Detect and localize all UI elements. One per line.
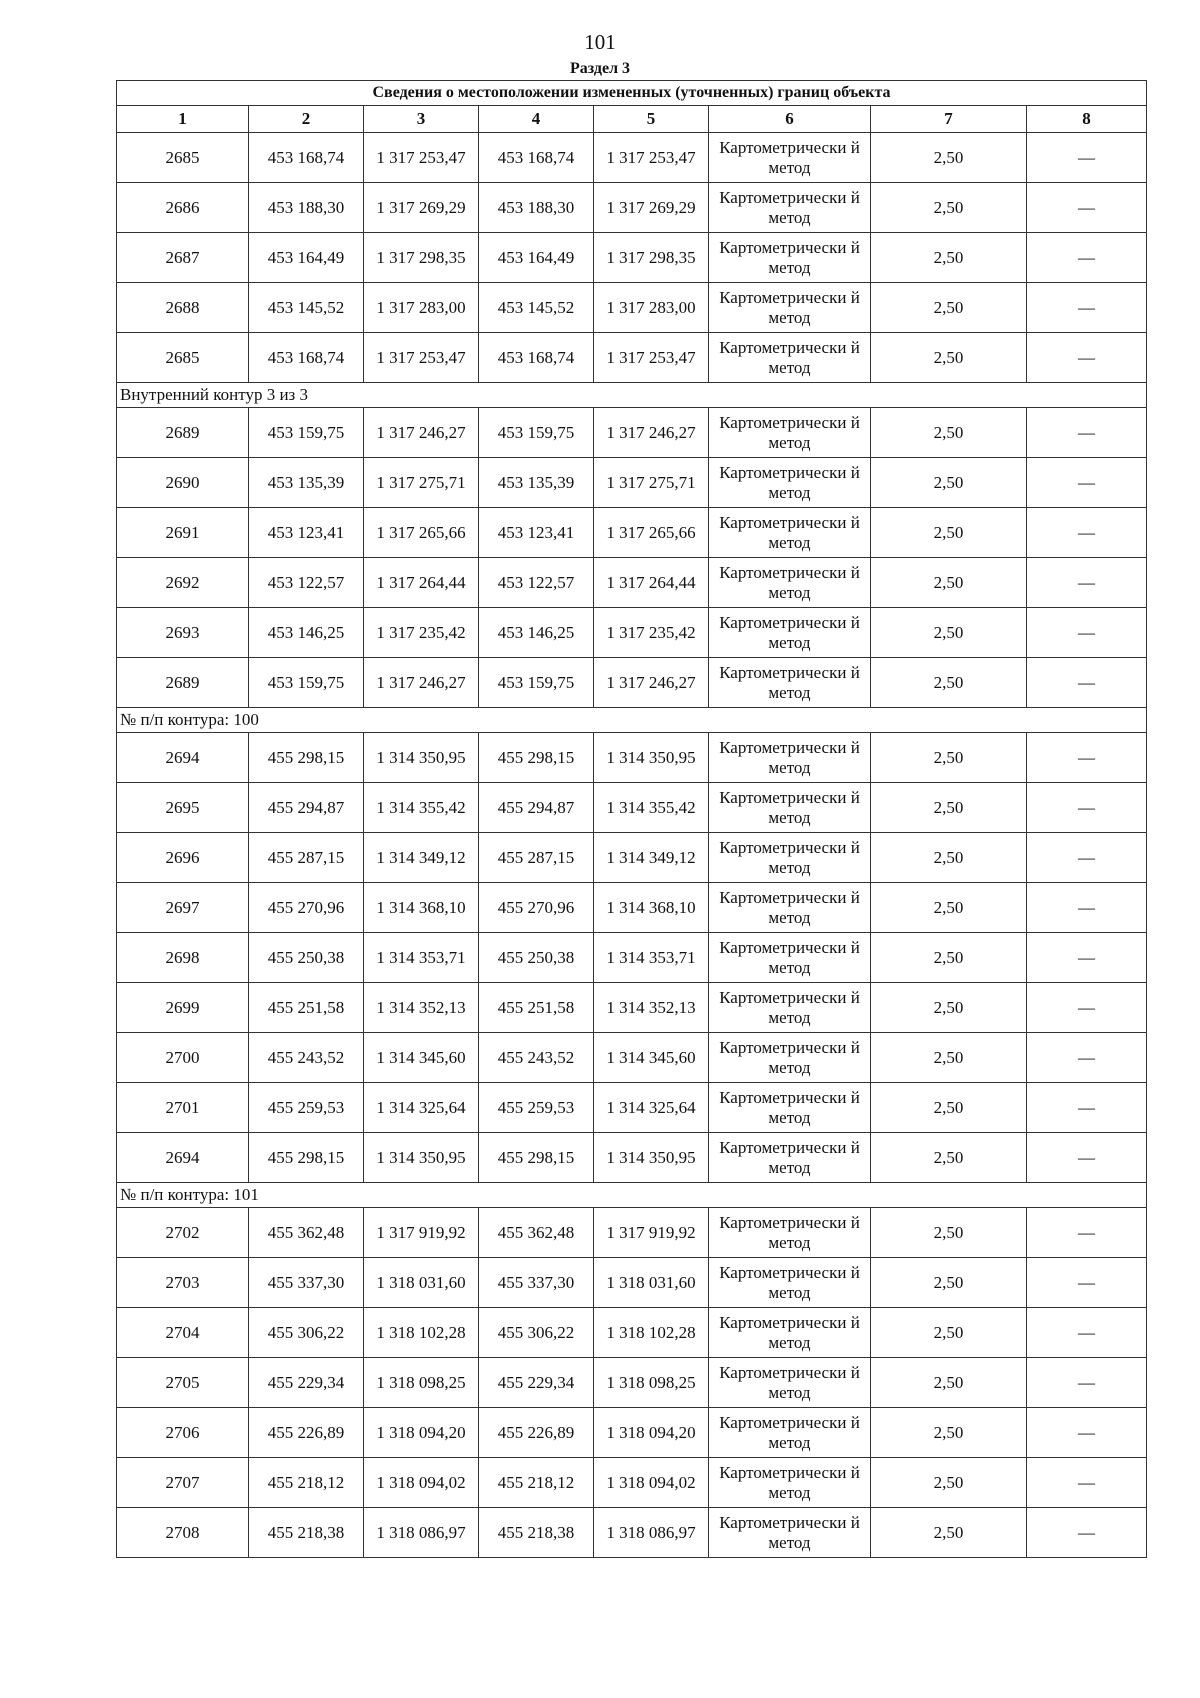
description: — xyxy=(1027,733,1147,783)
y-coordinate-new: 1 317 919,92 xyxy=(594,1208,709,1258)
y-coordinate-old: 1 317 298,35 xyxy=(364,233,479,283)
description: — xyxy=(1027,658,1147,708)
description: — xyxy=(1027,333,1147,383)
contour-header-row xyxy=(117,383,1147,408)
determination-method: Картометрически й метод xyxy=(709,333,871,383)
y-coordinate-new: 1 318 031,60 xyxy=(594,1258,709,1308)
y-coordinate-old: 1 314 368,10 xyxy=(364,883,479,933)
x-coordinate-new: 455 229,34 xyxy=(479,1358,594,1408)
column-number: 7 xyxy=(871,106,1027,133)
description: — xyxy=(1027,183,1147,233)
accuracy: 2,50 xyxy=(871,508,1027,558)
accuracy: 2,50 xyxy=(871,733,1027,783)
x-coordinate-new: 455 218,12 xyxy=(479,1458,594,1508)
description: — xyxy=(1027,558,1147,608)
y-coordinate-new: 1 317 264,44 xyxy=(594,558,709,608)
table-row xyxy=(117,1458,1147,1508)
y-coordinate-old: 1 317 283,00 xyxy=(364,283,479,333)
y-coordinate-old: 1 314 350,95 xyxy=(364,733,479,783)
determination-method: Картометрически й метод xyxy=(709,608,871,658)
determination-method: Картометрически й метод xyxy=(709,883,871,933)
description: — xyxy=(1027,133,1147,183)
point-number: 2688 xyxy=(117,283,249,333)
determination-method: Картометрически й метод xyxy=(709,1258,871,1308)
table-row xyxy=(117,558,1147,608)
accuracy: 2,50 xyxy=(871,1208,1027,1258)
accuracy: 2,50 xyxy=(871,783,1027,833)
description: — xyxy=(1027,1133,1147,1183)
y-coordinate-new: 1 317 269,29 xyxy=(594,183,709,233)
x-coordinate-old: 453 164,49 xyxy=(249,233,364,283)
description: — xyxy=(1027,1458,1147,1508)
x-coordinate-old: 455 259,53 xyxy=(249,1083,364,1133)
determination-method: Картометрически й метод xyxy=(709,833,871,883)
determination-method: Картометрически й метод xyxy=(709,1308,871,1358)
column-number: 5 xyxy=(594,106,709,133)
determination-method: Картометрически й метод xyxy=(709,1083,871,1133)
point-number: 2694 xyxy=(117,733,249,783)
y-coordinate-new: 1 314 350,95 xyxy=(594,1133,709,1183)
y-coordinate-new: 1 314 349,12 xyxy=(594,833,709,883)
y-coordinate-new: 1 317 275,71 xyxy=(594,458,709,508)
table-row xyxy=(117,658,1147,708)
point-number: 2687 xyxy=(117,233,249,283)
column-number: 4 xyxy=(479,106,594,133)
section-title: Раздел 3 xyxy=(569,60,631,77)
accuracy: 2,50 xyxy=(871,333,1027,383)
table-row xyxy=(117,1408,1147,1458)
y-coordinate-new: 1 314 368,10 xyxy=(594,883,709,933)
x-coordinate-new: 455 362,48 xyxy=(479,1208,594,1258)
column-number: 8 xyxy=(1027,106,1147,133)
column-number: 2 xyxy=(249,106,364,133)
accuracy: 2,50 xyxy=(871,883,1027,933)
y-coordinate-new: 1 318 098,25 xyxy=(594,1358,709,1408)
x-coordinate-new: 455 337,30 xyxy=(479,1258,594,1308)
point-number: 2685 xyxy=(117,133,249,183)
y-coordinate-old: 1 317 235,42 xyxy=(364,608,479,658)
x-coordinate-new: 455 306,22 xyxy=(479,1308,594,1358)
table-row xyxy=(117,1258,1147,1308)
contour-header-row xyxy=(117,1183,1147,1208)
determination-method: Картометрически й метод xyxy=(709,408,871,458)
y-coordinate-new: 1 317 265,66 xyxy=(594,508,709,558)
y-coordinate-new: 1 318 094,20 xyxy=(594,1408,709,1458)
determination-method: Картометрически й метод xyxy=(709,1508,871,1558)
y-coordinate-new: 1 317 246,27 xyxy=(594,408,709,458)
x-coordinate-old: 455 337,30 xyxy=(249,1258,364,1308)
x-coordinate-new: 453 164,49 xyxy=(479,233,594,283)
accuracy: 2,50 xyxy=(871,1408,1027,1458)
point-number: 2707 xyxy=(117,1458,249,1508)
accuracy: 2,50 xyxy=(871,983,1027,1033)
determination-method: Картометрически й метод xyxy=(709,1358,871,1408)
point-number: 2697 xyxy=(117,883,249,933)
contour-label: № п/п контура: 100 xyxy=(117,708,1147,733)
x-coordinate-new: 453 188,30 xyxy=(479,183,594,233)
x-coordinate-old: 455 306,22 xyxy=(249,1308,364,1358)
table-row xyxy=(117,1308,1147,1358)
point-number: 2698 xyxy=(117,933,249,983)
determination-method: Картометрически й метод xyxy=(709,933,871,983)
description: — xyxy=(1027,608,1147,658)
table-body xyxy=(117,133,1147,1558)
y-coordinate-old: 1 318 098,25 xyxy=(364,1358,479,1408)
boundary-coordinates-table xyxy=(116,80,1147,1558)
determination-method: Картометрически й метод xyxy=(709,458,871,508)
x-coordinate-old: 453 123,41 xyxy=(249,508,364,558)
table-row xyxy=(117,183,1147,233)
x-coordinate-old: 455 218,38 xyxy=(249,1508,364,1558)
y-coordinate-new: 1 318 094,02 xyxy=(594,1458,709,1508)
point-number: 2704 xyxy=(117,1308,249,1358)
y-coordinate-new: 1 317 253,47 xyxy=(594,333,709,383)
point-number: 2706 xyxy=(117,1408,249,1458)
description: — xyxy=(1027,508,1147,558)
point-number: 2699 xyxy=(117,983,249,1033)
column-number: 3 xyxy=(364,106,479,133)
y-coordinate-old: 1 317 265,66 xyxy=(364,508,479,558)
y-coordinate-new: 1 314 325,64 xyxy=(594,1083,709,1133)
description: — xyxy=(1027,408,1147,458)
contour-header-row xyxy=(117,708,1147,733)
table-row xyxy=(117,933,1147,983)
table-row xyxy=(117,608,1147,658)
y-coordinate-old: 1 318 094,02 xyxy=(364,1458,479,1508)
x-coordinate-old: 453 188,30 xyxy=(249,183,364,233)
x-coordinate-new: 455 251,58 xyxy=(479,983,594,1033)
table-row xyxy=(117,1033,1147,1083)
determination-method: Картометрически й метод xyxy=(709,558,871,608)
y-coordinate-new: 1 314 345,60 xyxy=(594,1033,709,1083)
point-number: 2705 xyxy=(117,1358,249,1408)
accuracy: 2,50 xyxy=(871,833,1027,883)
point-number: 2702 xyxy=(117,1208,249,1258)
determination-method: Картометрически й метод xyxy=(709,1208,871,1258)
description: — xyxy=(1027,233,1147,283)
table-row xyxy=(117,283,1147,333)
accuracy: 2,50 xyxy=(871,1133,1027,1183)
table-row xyxy=(117,408,1147,458)
y-coordinate-old: 1 314 325,64 xyxy=(364,1083,479,1133)
x-coordinate-old: 455 218,12 xyxy=(249,1458,364,1508)
x-coordinate-old: 453 122,57 xyxy=(249,558,364,608)
point-number: 2691 xyxy=(117,508,249,558)
determination-method: Картометрически й метод xyxy=(709,733,871,783)
x-coordinate-old: 455 226,89 xyxy=(249,1408,364,1458)
y-coordinate-old: 1 318 102,28 xyxy=(364,1308,479,1358)
point-number: 2685 xyxy=(117,333,249,383)
y-coordinate-new: 1 317 235,42 xyxy=(594,608,709,658)
determination-method: Картометрически й метод xyxy=(709,1408,871,1458)
table-row xyxy=(117,983,1147,1033)
description: — xyxy=(1027,1358,1147,1408)
determination-method: Картометрически й метод xyxy=(709,983,871,1033)
x-coordinate-old: 455 243,52 xyxy=(249,1033,364,1083)
point-number: 2700 xyxy=(117,1033,249,1083)
x-coordinate-new: 455 298,15 xyxy=(479,1133,594,1183)
x-coordinate-old: 455 229,34 xyxy=(249,1358,364,1408)
determination-method: Картометрически й метод xyxy=(709,233,871,283)
point-number: 2692 xyxy=(117,558,249,608)
point-number: 2693 xyxy=(117,608,249,658)
x-coordinate-old: 453 146,25 xyxy=(249,608,364,658)
point-number: 2689 xyxy=(117,408,249,458)
accuracy: 2,50 xyxy=(871,283,1027,333)
accuracy: 2,50 xyxy=(871,1033,1027,1083)
description: — xyxy=(1027,783,1147,833)
determination-method: Картометрически й метод xyxy=(709,658,871,708)
y-coordinate-old: 1 314 349,12 xyxy=(364,833,479,883)
x-coordinate-old: 455 294,87 xyxy=(249,783,364,833)
contour-label: № п/п контура: 101 xyxy=(117,1183,1147,1208)
accuracy: 2,50 xyxy=(871,1083,1027,1133)
x-coordinate-old: 453 168,74 xyxy=(249,133,364,183)
table-title: Сведения о местоположении измененных (уточненных) границ объекта xyxy=(117,81,1147,106)
accuracy: 2,50 xyxy=(871,1308,1027,1358)
x-coordinate-old: 455 270,96 xyxy=(249,883,364,933)
x-coordinate-old: 453 145,52 xyxy=(249,283,364,333)
x-coordinate-old: 455 362,48 xyxy=(249,1208,364,1258)
determination-method: Картометрически й метод xyxy=(709,1458,871,1508)
y-coordinate-old: 1 317 253,47 xyxy=(364,133,479,183)
x-coordinate-new: 453 168,74 xyxy=(479,133,594,183)
x-coordinate-old: 453 159,75 xyxy=(249,408,364,458)
x-coordinate-new: 455 226,89 xyxy=(479,1408,594,1458)
x-coordinate-new: 453 145,52 xyxy=(479,283,594,333)
determination-method: Картометрически й метод xyxy=(709,183,871,233)
accuracy: 2,50 xyxy=(871,608,1027,658)
x-coordinate-new: 455 243,52 xyxy=(479,1033,594,1083)
accuracy: 2,50 xyxy=(871,133,1027,183)
description: — xyxy=(1027,933,1147,983)
table-row xyxy=(117,1358,1147,1408)
column-number-row xyxy=(117,106,1147,133)
x-coordinate-new: 453 146,25 xyxy=(479,608,594,658)
x-coordinate-new: 453 135,39 xyxy=(479,458,594,508)
x-coordinate-old: 453 135,39 xyxy=(249,458,364,508)
determination-method: Картометрически й метод xyxy=(709,783,871,833)
y-coordinate-old: 1 317 253,47 xyxy=(364,333,479,383)
x-coordinate-new: 455 270,96 xyxy=(479,883,594,933)
determination-method: Картометрически й метод xyxy=(709,1133,871,1183)
point-number: 2703 xyxy=(117,1258,249,1308)
page-number: 101 xyxy=(584,30,616,54)
point-number: 2686 xyxy=(117,183,249,233)
point-number: 2689 xyxy=(117,658,249,708)
x-coordinate-new: 455 218,38 xyxy=(479,1508,594,1558)
x-coordinate-old: 453 159,75 xyxy=(249,658,364,708)
y-coordinate-new: 1 318 086,97 xyxy=(594,1508,709,1558)
x-coordinate-old: 455 287,15 xyxy=(249,833,364,883)
accuracy: 2,50 xyxy=(871,1358,1027,1408)
y-coordinate-old: 1 318 086,97 xyxy=(364,1508,479,1558)
contour-label: Внутренний контур 3 из 3 xyxy=(117,383,1147,408)
point-number: 2708 xyxy=(117,1508,249,1558)
table-row xyxy=(117,333,1147,383)
y-coordinate-new: 1 317 253,47 xyxy=(594,133,709,183)
x-coordinate-new: 453 122,57 xyxy=(479,558,594,608)
table-row xyxy=(117,1208,1147,1258)
description: — xyxy=(1027,1208,1147,1258)
table-row xyxy=(117,833,1147,883)
table-row xyxy=(117,733,1147,783)
y-coordinate-old: 1 314 353,71 xyxy=(364,933,479,983)
y-coordinate-old: 1 317 269,29 xyxy=(364,183,479,233)
accuracy: 2,50 xyxy=(871,458,1027,508)
y-coordinate-old: 1 317 919,92 xyxy=(364,1208,479,1258)
x-coordinate-new: 455 287,15 xyxy=(479,833,594,883)
description: — xyxy=(1027,1508,1147,1558)
description: — xyxy=(1027,458,1147,508)
x-coordinate-new: 455 298,15 xyxy=(479,733,594,783)
description: — xyxy=(1027,1408,1147,1458)
column-number: 1 xyxy=(117,106,249,133)
point-number: 2701 xyxy=(117,1083,249,1133)
table-row xyxy=(117,458,1147,508)
y-coordinate-old: 1 317 246,27 xyxy=(364,658,479,708)
determination-method: Картометрически й метод xyxy=(709,508,871,558)
x-coordinate-new: 455 259,53 xyxy=(479,1083,594,1133)
description: — xyxy=(1027,1308,1147,1358)
y-coordinate-old: 1 317 264,44 xyxy=(364,558,479,608)
accuracy: 2,50 xyxy=(871,183,1027,233)
determination-method: Картометрически й метод xyxy=(709,1033,871,1083)
determination-method: Картометрически й метод xyxy=(709,133,871,183)
accuracy: 2,50 xyxy=(871,1258,1027,1308)
table-row xyxy=(117,133,1147,183)
table-row xyxy=(117,883,1147,933)
y-coordinate-old: 1 314 355,42 xyxy=(364,783,479,833)
y-coordinate-new: 1 317 283,00 xyxy=(594,283,709,333)
description: — xyxy=(1027,1083,1147,1133)
point-number: 2690 xyxy=(117,458,249,508)
x-coordinate-new: 453 159,75 xyxy=(479,408,594,458)
x-coordinate-old: 453 168,74 xyxy=(249,333,364,383)
table-row xyxy=(117,1083,1147,1133)
description: — xyxy=(1027,883,1147,933)
x-coordinate-old: 455 251,58 xyxy=(249,983,364,1033)
x-coordinate-new: 453 123,41 xyxy=(479,508,594,558)
y-coordinate-old: 1 314 352,13 xyxy=(364,983,479,1033)
y-coordinate-new: 1 314 352,13 xyxy=(594,983,709,1033)
description: — xyxy=(1027,283,1147,333)
x-coordinate-new: 453 168,74 xyxy=(479,333,594,383)
x-coordinate-new: 453 159,75 xyxy=(479,658,594,708)
table-row xyxy=(117,233,1147,283)
y-coordinate-old: 1 318 094,20 xyxy=(364,1408,479,1458)
table-row xyxy=(117,1133,1147,1183)
y-coordinate-old: 1 318 031,60 xyxy=(364,1258,479,1308)
x-coordinate-old: 455 298,15 xyxy=(249,733,364,783)
accuracy: 2,50 xyxy=(871,1508,1027,1558)
x-coordinate-new: 455 250,38 xyxy=(479,933,594,983)
accuracy: 2,50 xyxy=(871,408,1027,458)
description: — xyxy=(1027,983,1147,1033)
description: — xyxy=(1027,1258,1147,1308)
y-coordinate-new: 1 317 246,27 xyxy=(594,658,709,708)
y-coordinate-old: 1 314 345,60 xyxy=(364,1033,479,1083)
x-coordinate-old: 455 250,38 xyxy=(249,933,364,983)
point-number: 2696 xyxy=(117,833,249,883)
accuracy: 2,50 xyxy=(871,1458,1027,1508)
description: — xyxy=(1027,833,1147,883)
accuracy: 2,50 xyxy=(871,558,1027,608)
table-row xyxy=(117,1508,1147,1558)
x-coordinate-old: 455 298,15 xyxy=(249,1133,364,1183)
accuracy: 2,50 xyxy=(871,233,1027,283)
y-coordinate-old: 1 317 275,71 xyxy=(364,458,479,508)
x-coordinate-new: 455 294,87 xyxy=(479,783,594,833)
point-number: 2695 xyxy=(117,783,249,833)
table-title-row xyxy=(117,81,1147,106)
y-coordinate-new: 1 318 102,28 xyxy=(594,1308,709,1358)
y-coordinate-new: 1 314 353,71 xyxy=(594,933,709,983)
column-number: 6 xyxy=(709,106,871,133)
y-coordinate-old: 1 314 350,95 xyxy=(364,1133,479,1183)
y-coordinate-new: 1 314 350,95 xyxy=(594,733,709,783)
table-row xyxy=(117,783,1147,833)
y-coordinate-old: 1 317 246,27 xyxy=(364,408,479,458)
determination-method: Картометрически й метод xyxy=(709,283,871,333)
y-coordinate-new: 1 314 355,42 xyxy=(594,783,709,833)
y-coordinate-new: 1 317 298,35 xyxy=(594,233,709,283)
accuracy: 2,50 xyxy=(871,658,1027,708)
point-number: 2694 xyxy=(117,1133,249,1183)
table-row xyxy=(117,508,1147,558)
description: — xyxy=(1027,1033,1147,1083)
accuracy: 2,50 xyxy=(871,933,1027,983)
